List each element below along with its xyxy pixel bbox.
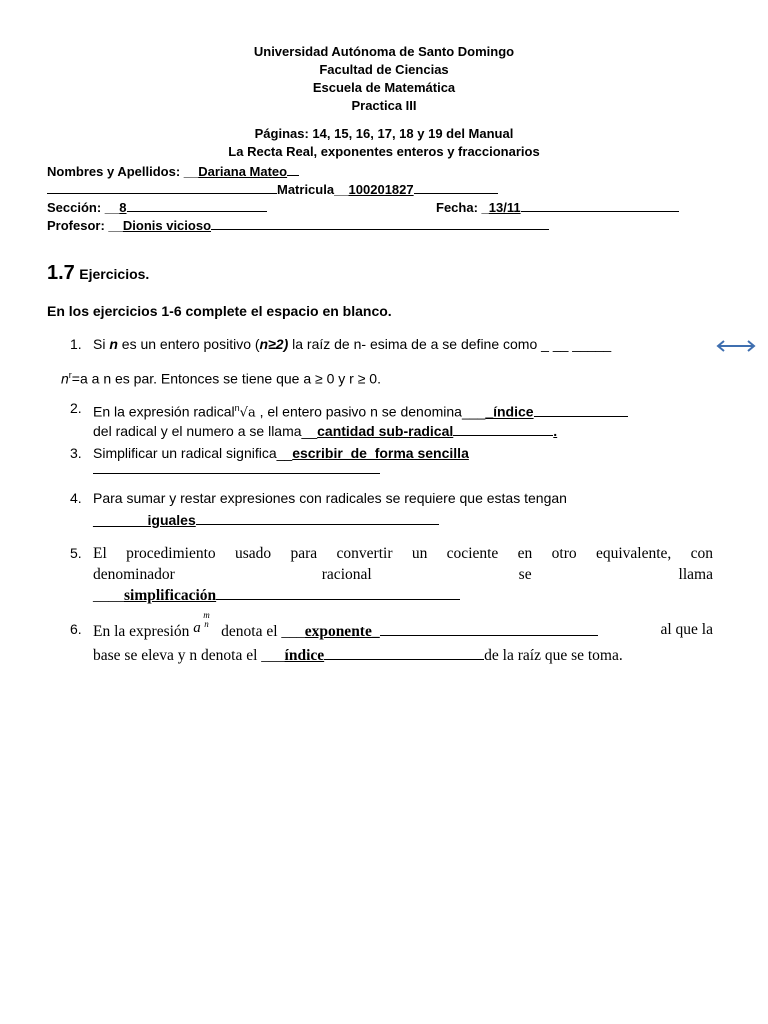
exercise-6	[70, 610, 713, 642]
exercise-text: ____	[93, 587, 124, 604]
exercise-2	[70, 398, 628, 424]
exercise-text: Para sumar y restar expresiones con radicales se requiere que estas tengan	[93, 490, 567, 506]
topic-title: La Recta Real, exponentes enteros y fraccionarios	[228, 144, 540, 159]
section-heading	[47, 262, 149, 285]
practice-title: Practica III	[351, 98, 417, 113]
fecha-value: 13/11	[488, 200, 521, 215]
answer: escribir_de_forma sencilla	[292, 445, 469, 461]
exercise-1	[70, 334, 612, 355]
exercise-text: n	[234, 403, 240, 413]
exercise-text: En la expresión radical	[93, 403, 235, 420]
answer: _índice	[485, 403, 534, 420]
document-header	[0, 43, 768, 161]
exercise-6-line-2	[93, 645, 623, 666]
names-line	[47, 163, 299, 179]
matricula-label: Matricula__	[277, 182, 349, 197]
item-number: 4.	[70, 490, 82, 506]
exercise-text: n	[61, 370, 69, 387]
exercise-text: de la raíz que se toma.	[484, 647, 623, 664]
exercise-3-line-2	[93, 459, 380, 480]
item-number: 3.	[70, 445, 82, 461]
university-name: Universidad Autónoma de Santo Domingo	[253, 44, 515, 59]
answer: exponente_	[304, 623, 380, 640]
faculty-name: Facultad de Ciencias	[319, 62, 449, 77]
section-title: Ejercicios.	[79, 266, 150, 282]
exercise-text: denota el ___	[217, 623, 305, 640]
exercise-text: del radical y el numero a se llama__	[93, 423, 318, 439]
instructions: En los ejercicios 1-6 complete el espacio en blanco.	[47, 303, 392, 319]
profesor-value: Dionis vicioso	[122, 218, 212, 233]
fecha-line	[436, 199, 679, 215]
exercise-5-line-2	[93, 564, 713, 585]
seccion-value: 8	[119, 200, 127, 215]
exercise-text: a	[193, 620, 201, 636]
exercise-text: m	[203, 610, 210, 620]
exercise-4	[70, 488, 567, 509]
item-number: 6.	[70, 621, 82, 637]
exercise-text: n	[109, 336, 118, 352]
exercise-text: , el entero pasivo n se denomina___	[255, 403, 486, 420]
profesor-line	[47, 217, 549, 233]
answer: índice	[284, 647, 325, 664]
seccion-line	[47, 199, 267, 215]
radical-symbol: √a	[239, 405, 256, 421]
exercise-text: es un entero positivo (	[117, 336, 260, 352]
exercise-text: =a a n es par. Entonces se tiene que a ≥ 0 y r ≥ 0.	[71, 370, 381, 387]
names-label: Nombres y Apellidos: __	[47, 164, 199, 179]
item-number: 5.	[70, 545, 82, 561]
exercise-text: n	[204, 619, 209, 629]
exercise-4-line-2	[93, 510, 439, 531]
exercise-2-line-2	[93, 421, 557, 442]
answer: _______iguales	[93, 512, 196, 528]
exercise-text: r	[68, 370, 72, 380]
seccion-label: Sección: __	[47, 200, 120, 215]
names-value: Dariana Mateo	[198, 164, 288, 179]
exercise-5	[70, 543, 713, 564]
manual-pages: Páginas: 14, 15, 16, 17, 18 y 19 del Manual	[254, 126, 514, 141]
answer: cantidad sub-radical	[317, 423, 454, 439]
exercise-text: El procedimiento usado para convertir un cociente en otro equivalente, con	[93, 545, 713, 562]
section-number: 1.7	[47, 262, 75, 284]
item-number: 1.	[70, 336, 82, 352]
item-number: 2.	[70, 400, 82, 416]
exercise-5-line-3	[93, 585, 460, 606]
exercise-text: Simplificar un radical significa__	[93, 445, 293, 461]
exercise-text: base se eleva y n denota el ___	[93, 647, 285, 664]
fecha-label: Fecha: _	[436, 200, 489, 215]
exercise-text: Si	[93, 336, 110, 352]
exercise-text: al que la	[660, 621, 713, 638]
exercise-text: En la expresión	[93, 623, 194, 640]
school-name: Escuela de Matemática	[312, 80, 456, 95]
answer: .	[553, 423, 558, 439]
profesor-label: Profesor: __	[47, 218, 123, 233]
exercise-1-line-2	[61, 365, 381, 390]
exercise-text: n≥2)	[259, 336, 289, 352]
double-arrow-icon	[716, 339, 756, 353]
matricula-value: 100201827	[348, 182, 414, 197]
exercise-text: la raíz de n- esima de a se define como _ __ _____	[288, 336, 612, 352]
answer: simplificación	[124, 587, 217, 604]
power-expression	[193, 610, 217, 639]
matricula-line	[47, 181, 498, 197]
exercise-text: denominador racional se llama	[93, 566, 713, 583]
